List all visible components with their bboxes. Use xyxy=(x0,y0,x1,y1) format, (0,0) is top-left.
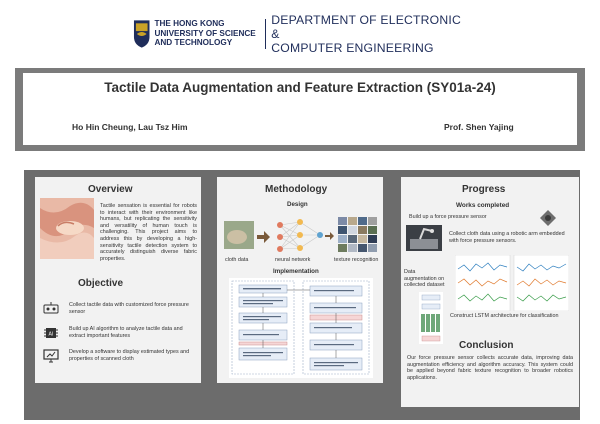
overview-panel xyxy=(35,177,201,383)
supervisor: Prof. Shen Yajing xyxy=(444,122,514,132)
label-texture-recognition: texture recognition xyxy=(334,257,379,263)
hkust-ece-logo xyxy=(133,12,467,55)
progress-heading: Progress xyxy=(462,184,506,195)
department-name: DEPARTMENT OF ELECTRONIC & COMPUTER ENGINEERING xyxy=(271,12,461,55)
software-monitor-icon xyxy=(43,349,59,363)
fabric-touch-photo xyxy=(40,198,94,259)
works-completed-heading: Works completed xyxy=(456,202,510,209)
university-name: THE HONG KONG UNIVERSITY OF SCIENCE AND TECHNOLOGY xyxy=(154,19,256,48)
objective-item: Collect tactile data with customized force pressure sensor xyxy=(43,302,195,316)
poster-title: Tactile Data Augmentation and Feature Extraction (SY01a-24) xyxy=(104,80,496,95)
label-cloth-data: cloth data xyxy=(225,257,249,263)
ai-chip-icon xyxy=(43,326,59,340)
implementation-flowchart xyxy=(229,278,373,378)
svg-text:AI: AI xyxy=(48,331,54,338)
tactile-sensor-icon xyxy=(43,302,59,316)
progress-panel xyxy=(401,177,579,407)
overview-text: Tactile sensation is essential for robots to interact with their environment like humans, but replicating the sensitivity and versatility of human touch is challenging. This project aims to address this by developing a high-sensitivity tactile detection system to accurately distinguish diverse fabric properties. xyxy=(100,203,197,262)
robotic-arm-photo xyxy=(406,225,442,251)
implementation-heading: Implementation xyxy=(273,268,319,275)
progress-item-augmentation: Data augmentation on collected dataset xyxy=(404,269,445,289)
progress-item-collect: Collect cloth data using a robotic arm embedded with force pressure sensors. xyxy=(449,231,565,244)
university-crest-icon xyxy=(133,19,150,49)
methodology-panel xyxy=(217,177,383,383)
overview-heading: Overview xyxy=(88,184,133,195)
methodology-heading: Methodology xyxy=(265,184,328,195)
pressure-sensor-photo xyxy=(539,209,557,227)
lstm-architecture-diagram xyxy=(419,292,443,344)
objective-heading: Objective xyxy=(78,278,124,289)
objective-item: AI Build up AI algorithm to analyze tactile data and extract important features xyxy=(43,326,195,340)
conclusion-heading: Conclusion xyxy=(459,340,514,351)
label-neural-network: neural network xyxy=(275,257,311,263)
title-banner xyxy=(23,73,577,145)
conclusion-text: Our force pressure sensor collects accurate data, improving data augmentation efficiency and algorithm accuracy. This system could be applied beyond fabric texture recognition to broader robotics applications. xyxy=(407,355,573,381)
design-heading: Design xyxy=(287,201,308,208)
progress-item-lstm: Construct LSTM architecture for classification xyxy=(450,313,559,319)
authors: Ho Hin Cheung, Lau Tsz Him xyxy=(72,122,188,132)
logo-divider xyxy=(265,19,266,49)
objective-item: Develop a software to display estimated types and properties of scanned cloth xyxy=(43,349,195,363)
progress-item-sensor: Build up a force pressure sensor xyxy=(409,214,487,220)
augmentation-plots xyxy=(455,255,569,311)
